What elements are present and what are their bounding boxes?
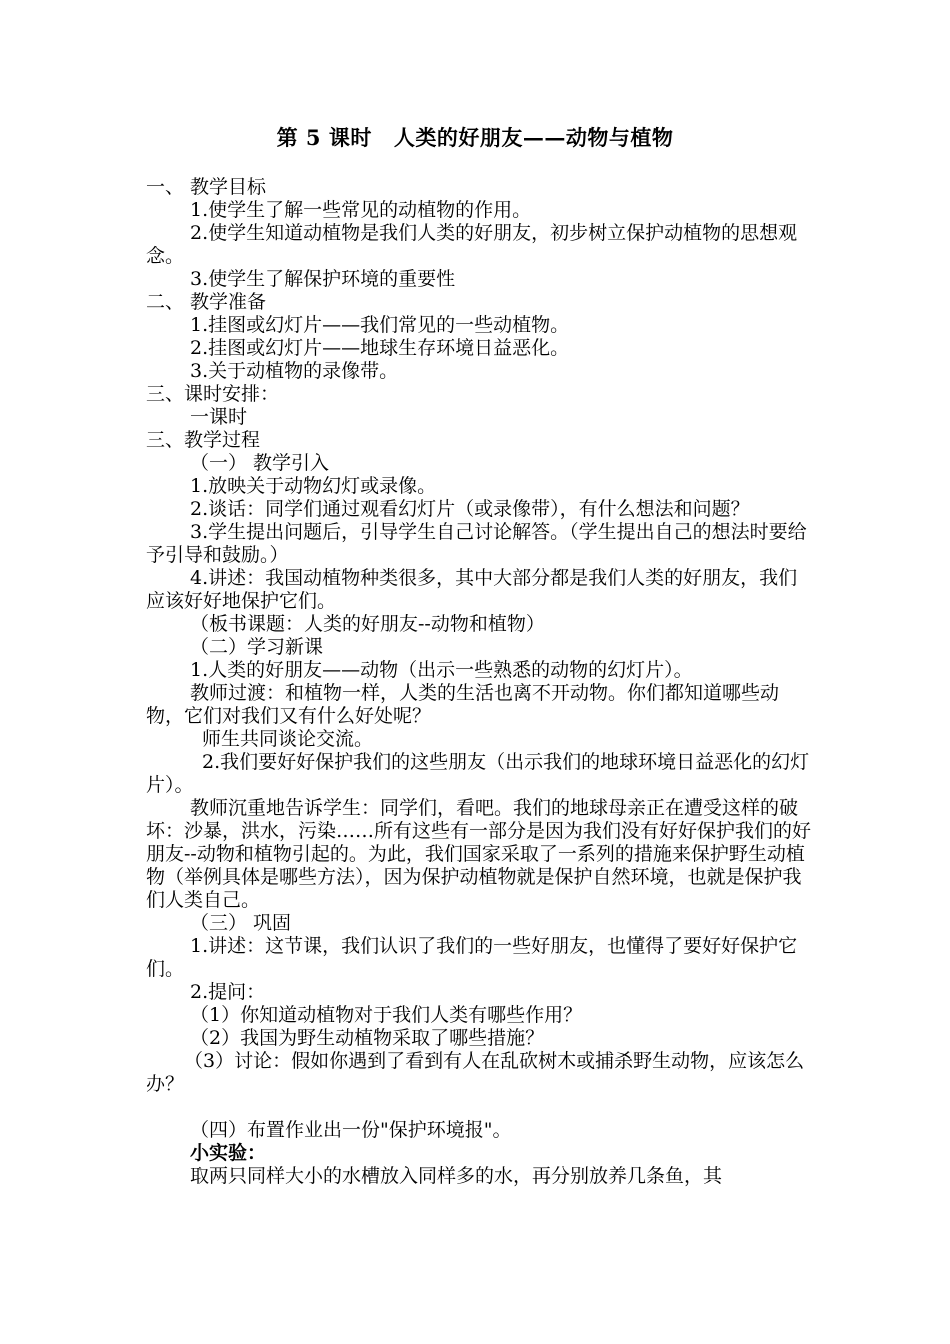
paragraph: 一、 教学目标: [146, 176, 267, 198]
paragraph: 4.讲述：我国动植物种类很多，其中大部分都是我们人类的好朋友，我们应该好好地保护它们。: [146, 567, 798, 612]
paragraph: 3.关于动植物的录像带。: [190, 360, 399, 382]
page-title: [0, 122, 950, 152]
paragraph: 小实验：: [190, 1142, 267, 1164]
paragraph: 二、 教学准备: [146, 291, 267, 313]
paragraph: 2.挂图或幻灯片——地球生存环境日益恶化。: [190, 337, 570, 359]
paragraph: 1.放映关于动物幻灯或录像。: [190, 475, 437, 497]
paragraph: 一课时: [190, 406, 248, 428]
blank-line: [146, 1096, 814, 1119]
title-lesson-number: 第 5 课时: [276, 125, 372, 150]
paragraph: 1.挂图或幻灯片——我们常见的一些动植物。: [190, 314, 570, 336]
paragraph: 三、教学过程: [146, 429, 261, 451]
paragraph: 取两只同样大小的水槽放入同样多的水，再分别放养几条鱼，其: [190, 1165, 723, 1187]
paragraph: 2.谈话：同学们通过观看幻灯片（或录像带），有什么想法和问题？: [190, 498, 750, 520]
paragraph: 3.学生提出问题后，引导学生自己讨论解答。（学生提出自己的想法时要给予引导和鼓励。）: [146, 521, 807, 566]
paragraph: 三、课时安排：: [146, 383, 280, 405]
paragraph: 2.提问：: [190, 981, 266, 1003]
paragraph: 1.人类的好朋友——动物（出示一些熟悉的动物的幻灯片）。: [190, 659, 693, 681]
paragraph: （三） 巩固: [190, 912, 292, 934]
paragraph: 1.使学生了解一些常见的动植物的作用。: [190, 199, 532, 221]
paragraph: 师生共同谈论交流。: [202, 728, 374, 750]
paragraph: （2）我国为野生动植物采取了哪些措施？: [190, 1027, 545, 1049]
title-topic: 人类的好朋友——动物与植物: [393, 125, 674, 150]
paragraph: 2.我们要好好保护我们的这些朋友（出示我们的地球环境日益恶化的幻灯片）。: [146, 751, 810, 796]
paragraph: （二）学习新课: [190, 636, 324, 658]
document-body: [146, 176, 814, 1188]
paragraph: （1）你知道动植物对于我们人类有哪些作用？: [190, 1004, 583, 1026]
paragraph: 3.使学生了解保护环境的重要性: [190, 268, 456, 290]
paragraph: （一） 教学引入: [190, 452, 330, 474]
paragraph: 教师过渡：和植物一样，人类的生活也离不开动物。你们都知道哪些动物，它们对我们又有什么好处呢？: [146, 682, 780, 727]
paragraph: 1.讲述：这节课，我们认识了我们的一些好朋友，也懂得了要好好保护它们。: [146, 935, 798, 980]
paragraph: （四）布置作业出一份"保护环境报"。: [190, 1119, 512, 1141]
paragraph: （板书课题：人类的好朋友--动物和植物）: [190, 613, 545, 635]
paragraph: （3）讨论：假如你遇到了看到有人在乱砍树木或捕杀野生动物，应该怎么办？: [146, 1050, 805, 1095]
paragraph: 教师沉重地告诉学生：同学们，看吧。我们的地球母亲正在遭受这样的破坏：沙暴，洪水，污染……所有这些有一部分是因为我们没有好好保护我们的好朋友--动物和植物引起的。为此，我们国家采取了一系列的措施来保护野生动植物（举例具体是哪些方法），因为保护动植物就是保护自然环境，也就是保护我们人类自己。: [146, 797, 812, 911]
paragraph: 2.使学生知道动植物是我们人类的好朋友，初步树立保护动植物的思想观念。: [146, 222, 798, 267]
